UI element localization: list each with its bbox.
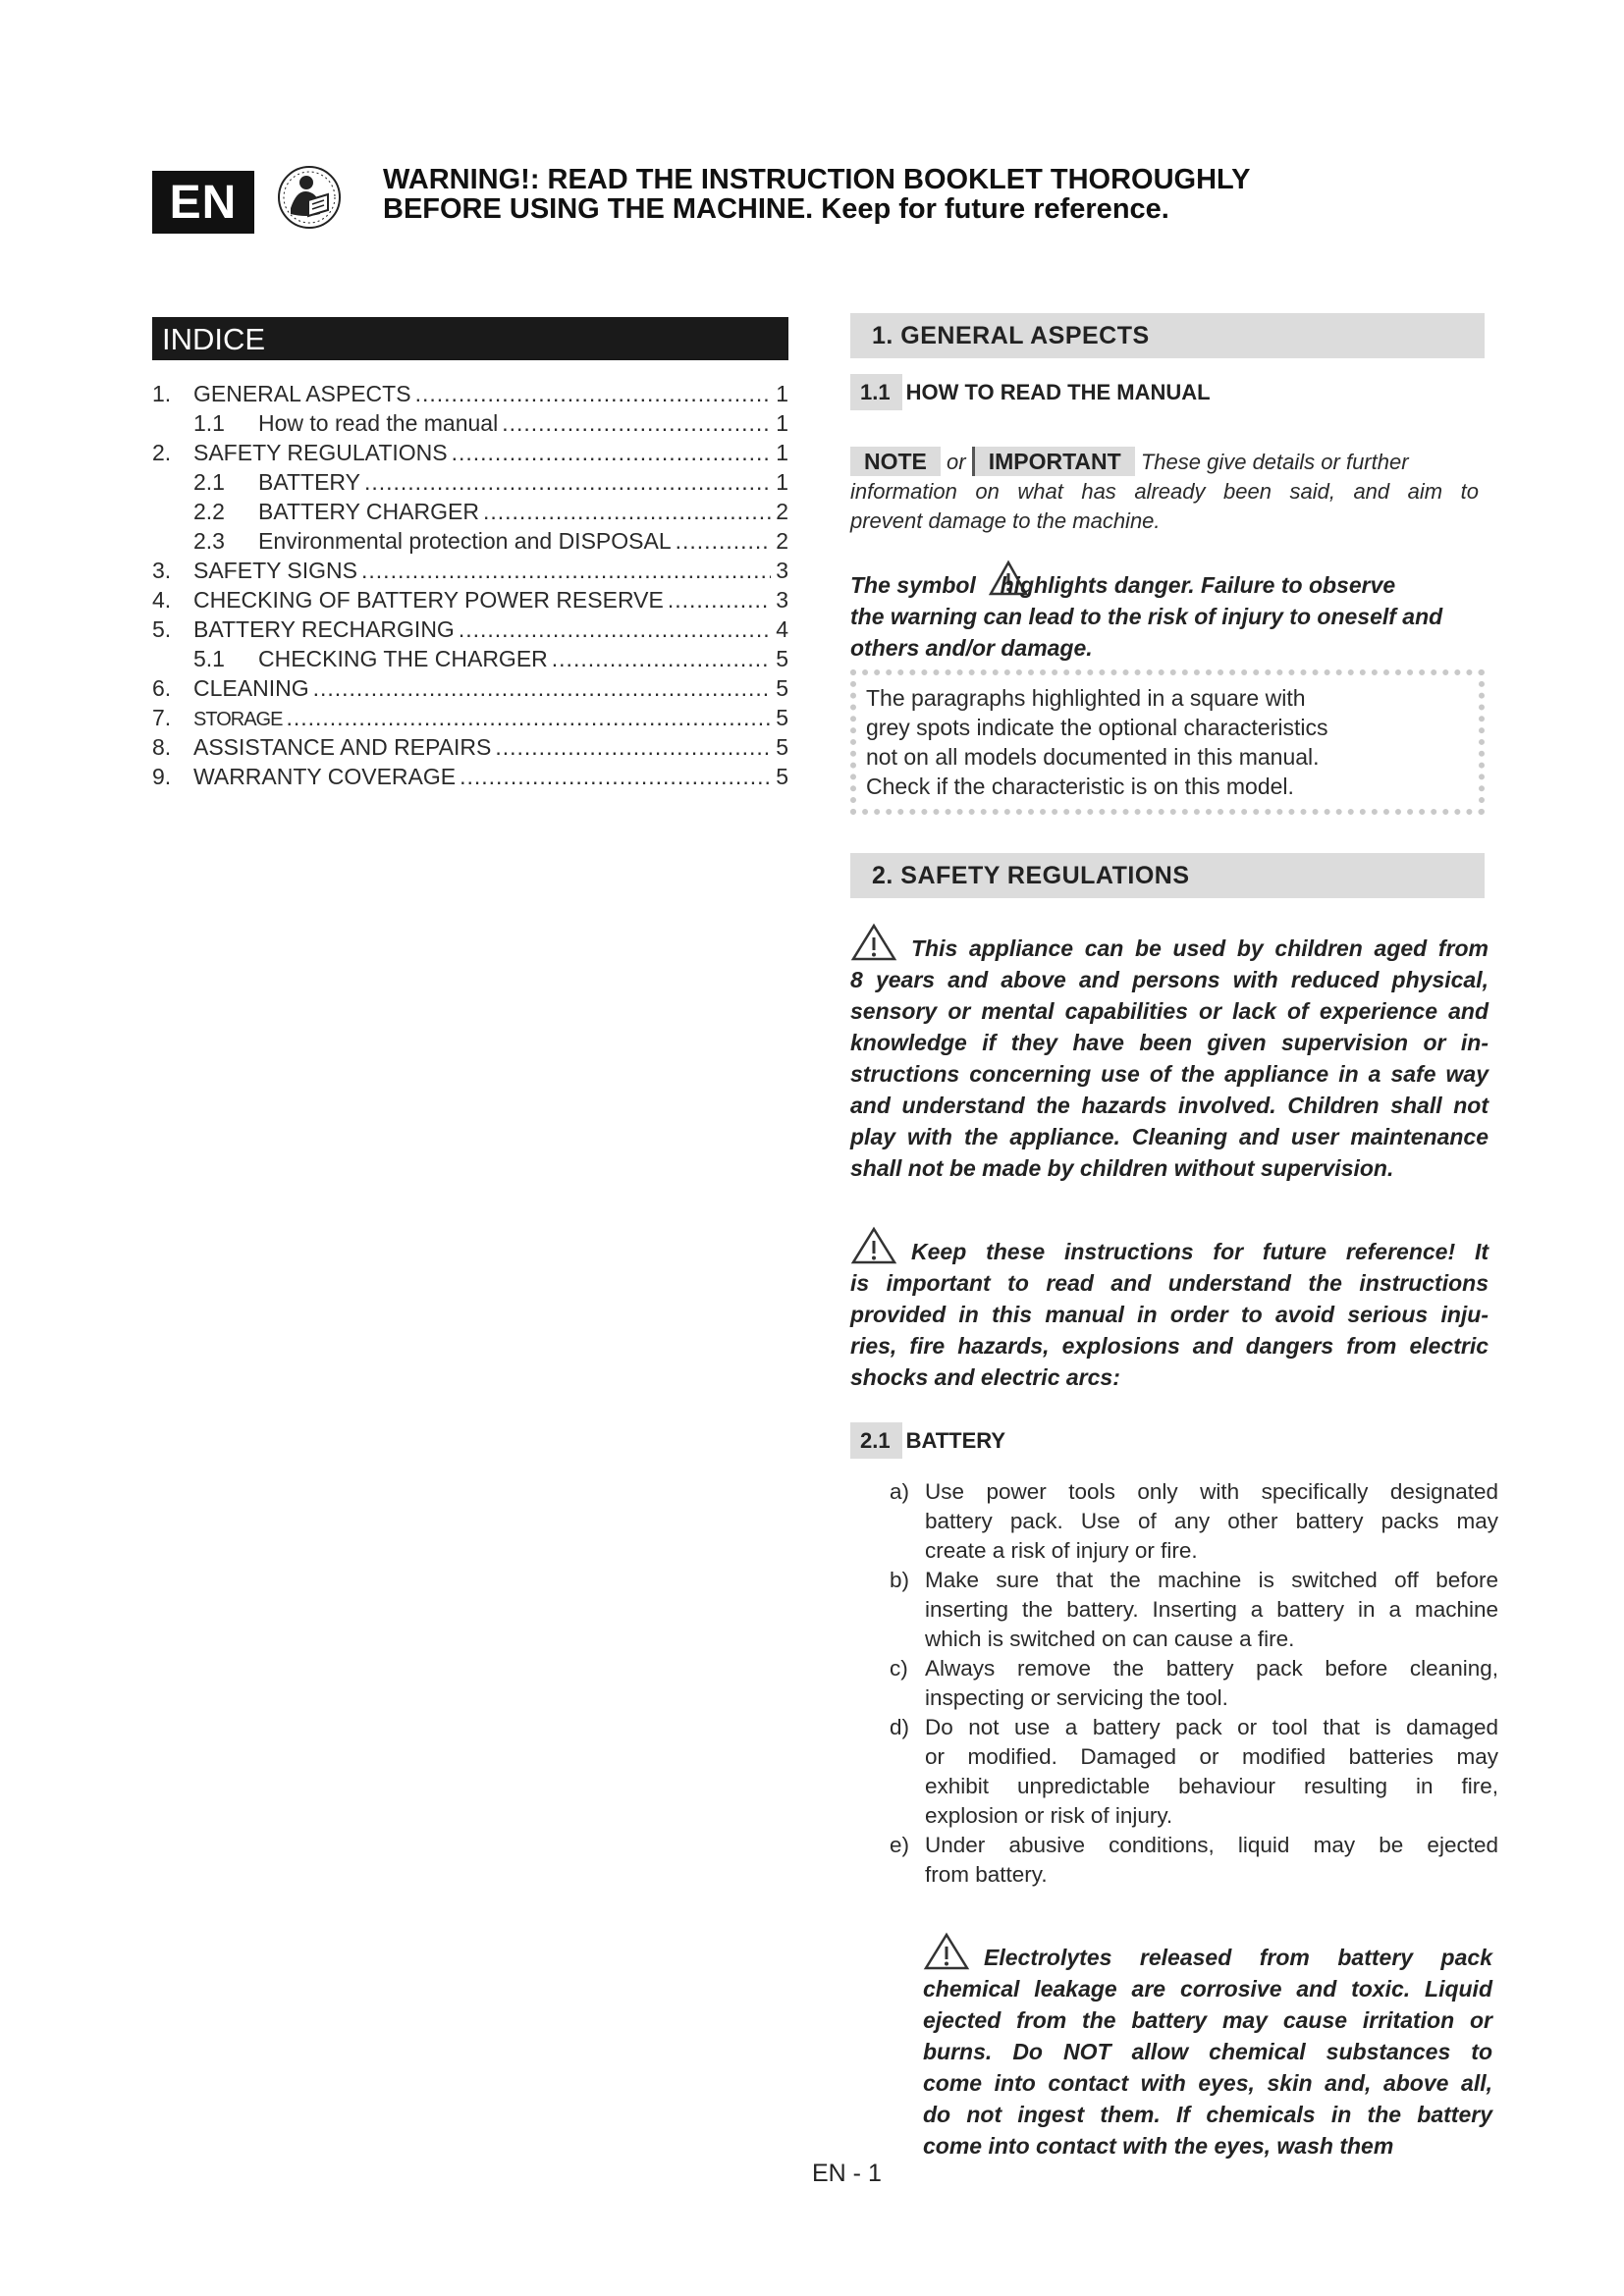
box-line-4: Check if the characteristic is on this model. [866, 774, 1294, 799]
toc-item-number: 2.2 [193, 499, 225, 524]
toc-item-number: 5. [152, 616, 172, 642]
note-tag: NOTE [850, 447, 941, 476]
warning-line: shall not be made by children without supervision. [850, 1155, 1394, 1181]
list-item-marker: c) [890, 1656, 908, 1681]
toc-item[interactable] [152, 556, 788, 585]
list-item-marker: e) [890, 1833, 910, 1857]
toc-item-label: CHECKING THE CHARGER [258, 646, 548, 671]
toc-item-page: 1 [776, 410, 788, 436]
toc-item-label: Environmental protection and DISPOSAL [258, 528, 672, 554]
toc-title: INDICE [152, 317, 788, 360]
warning-line [923, 1932, 1492, 1973]
list-item-line: Under abusive conditions, liquid may be ejected [925, 1833, 1498, 1857]
list-item-text [925, 1477, 1498, 1566]
toc-leader-dots [668, 585, 771, 614]
toc-item-page: 5 [776, 675, 788, 701]
box-line-3: not on all models documented in this manual. [866, 744, 1320, 770]
toc-item[interactable] [152, 408, 788, 438]
list-item-line: battery pack. Use of any other battery packs may [925, 1509, 1498, 1533]
toc-item-number: 1.1 [193, 410, 225, 436]
toc-item[interactable] [152, 614, 788, 644]
toc-item-number: 4. [152, 587, 172, 613]
toc-item-page: 2 [776, 528, 788, 554]
subsection-title: HOW TO READ THE MANUAL [905, 380, 1211, 404]
warning-triangle-icon [850, 923, 897, 962]
toc-leader-dots [502, 408, 771, 438]
warning-line: come into contact with the eyes, wash them [923, 2133, 1394, 2159]
warning-line [850, 923, 1489, 964]
warning-line: ries, fire hazards, explosions and dangers from electric [850, 1333, 1489, 1359]
section-2-heading: 2. SAFETY REGULATIONS [850, 853, 1485, 898]
toc-item[interactable] [152, 732, 788, 762]
toc-item-page: 5 [776, 705, 788, 730]
list-item-text [925, 1654, 1498, 1713]
toc-item-number: 2.3 [193, 528, 225, 554]
subsection-title: BATTERY [905, 1428, 1006, 1453]
toc-item[interactable] [152, 526, 788, 556]
list-item-line: exhibit unpredictable behaviour resulting in fire, [925, 1774, 1498, 1798]
toc-item-number: 6. [152, 675, 172, 701]
section-1-heading: 1. GENERAL ASPECTS [850, 313, 1485, 358]
electrolyte-warning [923, 1932, 1492, 2162]
toc-item-page: 4 [776, 616, 788, 642]
warning-line: ejected from the battery may cause irritation or [923, 2007, 1492, 2033]
list-item-text [925, 1713, 1498, 1831]
language-badge: EN [152, 171, 254, 234]
toc-leader-dots [313, 673, 771, 703]
list-item [890, 1713, 1498, 1831]
toc-item[interactable] [152, 438, 788, 467]
toc-item-page: 2 [776, 499, 788, 524]
subsection-number: 2.1 [850, 1422, 902, 1459]
warning-text: Keep these instructions for future reference! It [911, 1239, 1489, 1264]
list-item-line: Do not use a battery pack or tool that is damaged [925, 1715, 1498, 1739]
toc-leader-dots [364, 467, 771, 497]
warning-line: play with the appliance. Cleaning and user maintenance [850, 1124, 1489, 1149]
toc-item-label: BATTERY CHARGER [258, 499, 479, 524]
warning-line [850, 1226, 1489, 1267]
toc-item[interactable] [152, 379, 788, 408]
symbol-paragraph [850, 560, 1479, 664]
list-item-text [925, 1566, 1498, 1654]
toc-item[interactable] [152, 497, 788, 526]
toc-item-label: CHECKING OF BATTERY POWER RESERVE [193, 587, 664, 613]
warning-line: and understand the hazards involved. Children shall not [850, 1093, 1489, 1118]
toc-item-number: 8. [152, 734, 172, 760]
list-item [890, 1477, 1498, 1566]
toc-item-label: How to read the manual [258, 410, 499, 436]
read-manual-icon [277, 165, 342, 230]
battery-rules-list [890, 1477, 1498, 1890]
page-number: EN - 1 [812, 2160, 882, 2187]
toc-item-page: 1 [776, 381, 788, 406]
note-text-3: prevent damage to the machine. [850, 508, 1161, 533]
warning-text: This appliance can be used by children aged from [911, 935, 1489, 961]
instructions-warning [850, 1226, 1489, 1393]
note-paragraph [850, 447, 1479, 536]
toc-item-label: GENERAL ASPECTS [193, 381, 411, 406]
list-item-line: which is switched on can cause a fire. [925, 1627, 1295, 1651]
warning-line: sensory or mental capabilities or lack of experience and [850, 998, 1489, 1024]
toc-item-label: BATTERY RECHARGING [193, 616, 455, 642]
list-item-line: Always remove the battery pack before cleaning, [925, 1656, 1498, 1681]
symbol-text-3: others and/or damage. [850, 635, 1093, 661]
list-item [890, 1831, 1498, 1890]
table-of-contents [152, 379, 788, 791]
list-item-marker: a) [890, 1479, 910, 1504]
warning-line: provided in this manual in order to avoid serious inju- [850, 1302, 1489, 1327]
warning-line: is important to read and understand the instructions [850, 1270, 1489, 1296]
important-tag: IMPORTANT [972, 447, 1135, 476]
list-item-line: inspecting or servicing the tool. [925, 1685, 1228, 1710]
toc-item-page: 5 [776, 764, 788, 789]
toc-item-number: 1. [152, 381, 172, 406]
toc-item-page: 1 [776, 469, 788, 495]
list-item-line: from battery. [925, 1862, 1048, 1887]
toc-leader-dots [495, 732, 771, 762]
warning-line: do not ingest them. If chemicals in the battery [923, 2102, 1492, 2127]
toc-leader-dots [459, 614, 771, 644]
toc-item-label: CLEANING [193, 675, 309, 701]
toc-leader-dots [286, 703, 771, 732]
toc-item[interactable] [152, 585, 788, 614]
list-item-line: create a risk of injury or fire. [925, 1538, 1198, 1563]
toc-item-number: 3. [152, 558, 172, 583]
toc-leader-dots [676, 526, 771, 556]
or-word: or [947, 450, 966, 474]
toc-item[interactable] [152, 644, 788, 673]
warning-title [383, 165, 1365, 224]
symbol-text-1b: highlights danger. Failure to observe [1000, 572, 1396, 598]
box-line-1: The paragraphs highlighted in a square with [866, 685, 1306, 711]
symbol-text-1a: The symbol [850, 572, 976, 598]
toc-item-number: 2. [152, 440, 172, 465]
list-item-line: explosion or risk of injury. [925, 1803, 1173, 1828]
toc-item-page: 5 [776, 646, 788, 671]
list-item-line: inserting the battery. Inserting a battery in a machine [925, 1597, 1498, 1622]
optional-characteristics-box [850, 669, 1485, 815]
toc-leader-dots [452, 438, 771, 467]
list-item [890, 1654, 1498, 1713]
list-item-text [925, 1831, 1498, 1890]
toc-item[interactable] [152, 762, 788, 791]
subsection-number: 1.1 [850, 374, 902, 410]
warning-line: knowledge if they have been given supervision or in- [850, 1030, 1489, 1055]
warning-line: 8 years and above and persons with reduced physical, [850, 967, 1489, 992]
toc-item-label: BATTERY [258, 469, 360, 495]
list-item-line: Make sure that the machine is switched off before [925, 1568, 1498, 1592]
toc-item-page: 1 [776, 440, 788, 465]
list-item [890, 1566, 1498, 1654]
toc-item[interactable] [152, 673, 788, 703]
box-line-2: grey spots indicate the optional characteristics [866, 715, 1328, 740]
warning-text: Electrolytes released from battery pack [984, 1945, 1492, 1970]
toc-item-label: SAFETY REGULATIONS [193, 440, 448, 465]
toc-item-number: 7. [152, 705, 172, 730]
toc-item-number: 2.1 [193, 469, 225, 495]
toc-leader-dots [483, 497, 771, 526]
list-item-marker: d) [890, 1715, 910, 1739]
subsection-1-1-heading [850, 380, 1211, 405]
toc-leader-dots [552, 644, 771, 673]
list-item-line: Use power tools only with specifically designated [925, 1479, 1498, 1504]
list-item-marker: b) [890, 1568, 910, 1592]
warning-line: come into contact with eyes, skin and, above all, [923, 2070, 1492, 2096]
toc-item-label: WARRANTY COVERAGE [193, 764, 457, 789]
toc-leader-dots [460, 762, 771, 791]
warning-triangle-icon [850, 1226, 897, 1265]
toc-item-label: STORAGE [193, 709, 283, 730]
toc-item-label: ASSISTANCE AND REPAIRS [193, 734, 492, 760]
toc-item-page: 3 [776, 587, 788, 613]
toc-item[interactable] [152, 467, 788, 497]
toc-leader-dots [361, 556, 771, 585]
note-text-2: information on what has already been said, and aim to [850, 479, 1479, 504]
subsection-2-1-heading [850, 1428, 1005, 1454]
toc-leader-dots [415, 379, 771, 408]
note-text-1: These give details or further [1140, 450, 1409, 474]
toc-item-label: SAFETY SIGNS [193, 558, 358, 583]
children-warning [850, 923, 1489, 1184]
warning-line: chemical leakage are corrosive and toxic. Liquid [923, 1976, 1492, 2002]
warning-line: burns. Do NOT allow chemical substances to [923, 2039, 1492, 2064]
toc-item-number: 9. [152, 764, 172, 789]
warning-line-1: WARNING!: READ THE INSTRUCTION BOOKLET THOROUGHLY [383, 164, 1251, 195]
warning-line-2: BEFORE USING THE MACHINE. Keep for future reference. [383, 193, 1169, 225]
toc-item-page: 5 [776, 734, 788, 760]
list-item-line: or modified. Damaged or modified batteries may [925, 1744, 1498, 1769]
toc-item-page: 3 [776, 558, 788, 583]
warning-triangle-icon [923, 1932, 970, 1971]
symbol-text-2: the warning can lead to the risk of injury to oneself and [850, 604, 1443, 629]
toc-item[interactable] [152, 703, 788, 732]
warning-line: structions concerning use of the appliance in a safe way [850, 1061, 1489, 1087]
warning-line: shocks and electric arcs: [850, 1364, 1120, 1390]
toc-item-number: 5.1 [193, 646, 225, 671]
